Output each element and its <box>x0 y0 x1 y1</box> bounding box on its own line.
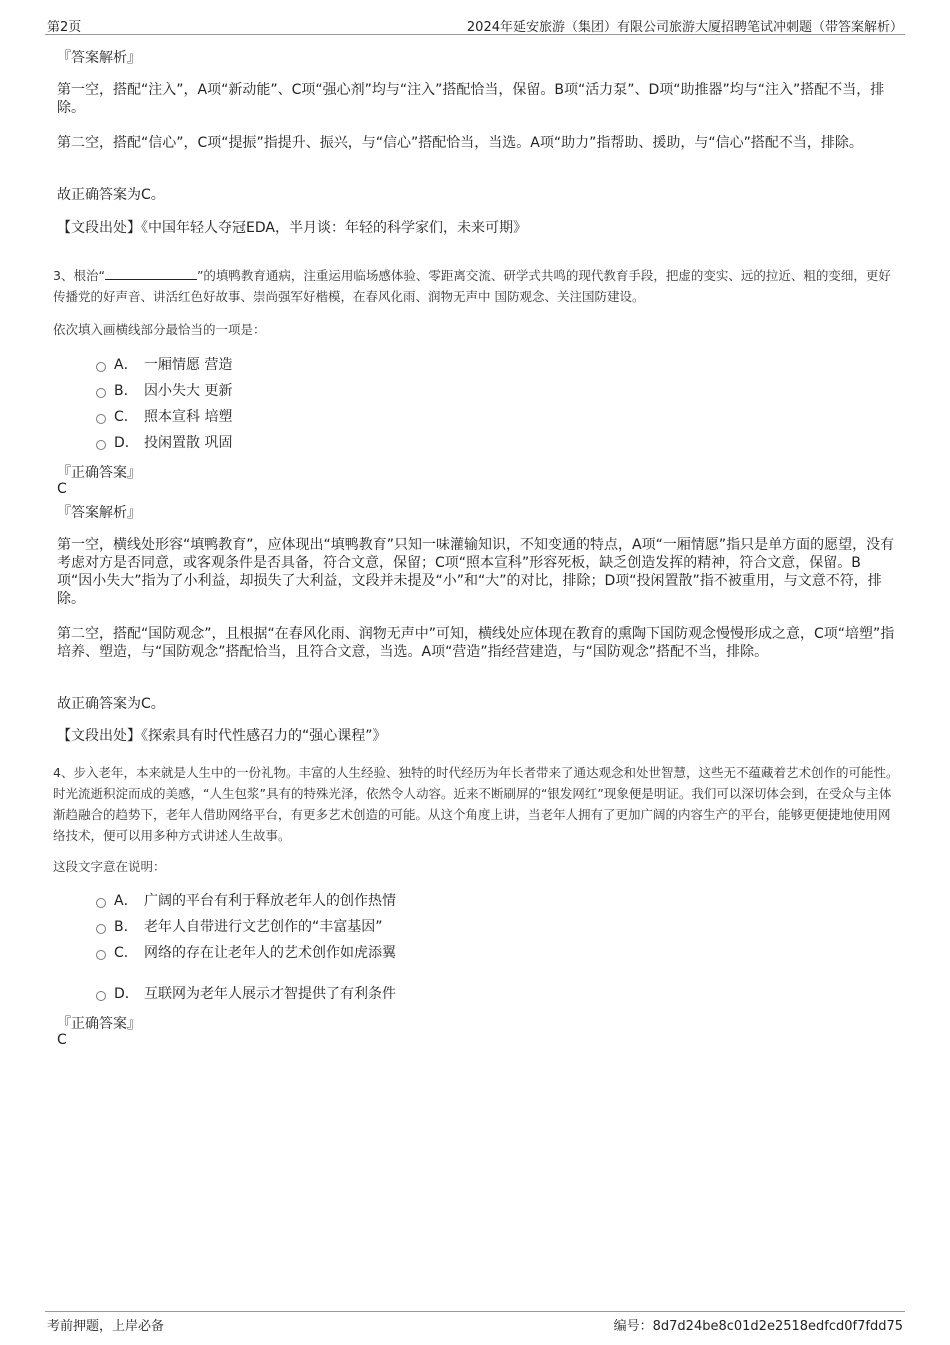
fill-blank <box>105 268 197 280</box>
q3-option-c[interactable]: C． 照本宣科 培塑 <box>96 408 232 426</box>
q3-answer-label: 『正确答案』 <box>57 465 141 481</box>
q3-option-a[interactable]: A． 一厢情愿 营造 <box>96 356 232 374</box>
page-header <box>45 14 905 35</box>
q4-answer: C <box>57 1032 67 1048</box>
radio-icon[interactable] <box>96 414 106 424</box>
page-number: 第2页 <box>47 20 82 35</box>
q2-analysis-p2: 第二空，搭配“信心”，C项“提振”指提升、振兴，与“信心”搭配恰当，当选。A项“助力”指帮助、援助，与“信心”搭配不当，排除。 <box>57 135 863 151</box>
document-title: 2024年延安旅游（集团）有限公司旅游大厦招聘笔试冲刺题（带答案解析） <box>466 20 903 35</box>
q3-analysis-p1: 第一空，横线处形容“填鸭教育”，应体现出“填鸭教育”只知一味灌输知识，不知变通的特点，A项“一厢情愿”指只是单方面的愿望，没有考虑对方是否同意，或客观条件是否具备，符合文意，保留；C项“照本宣科”形容死板，缺乏创造发挥的精神，符合文意，保留。B项“因小失大”指为了小利益，却损失了大利益，文段并未提及“小”和“大”的对比，排除；D项“投闲置散”指不被重用，与文意不符，排除。 <box>57 537 895 607</box>
q4-option-a[interactable]: A． 广阔的平台有利于释放老年人的创作热情 <box>96 892 396 910</box>
radio-icon[interactable] <box>96 950 106 960</box>
q3-conclusion: 故正确答案为C。 <box>57 696 165 712</box>
q4-option-b[interactable]: B． 老年人自带进行文艺创作的“丰富基因” <box>96 918 383 936</box>
radio-icon[interactable] <box>96 388 106 398</box>
q2-source: 【文段出处】《中国年轻人夺冠EDA，半月谈：年轻的科学家们，未来可期》 <box>57 220 527 236</box>
q4-question-text: 4、步入老年，本来就是人生中的一份礼物。丰富的人生经验、独特的时代经历为年长者带来了通达观念和处世智慧，这些无不蕴藏着艺术创作的可能性。时光流逝积淀而成的美感，“人生包浆”具有的特殊光泽，依然令人动容。近来不断刷屏的“银发网红”现象便是明证。我们可以深切体会到，在受众与主体渐趋融合的趋势下，老年人借助网络平台，有更多艺术创造的可能。从这个角度上讲，当老年人拥有了更加广阔的内容生产的平台，能够更便捷地使用网络技术，便可以用多种方式讲述人生故事。 <box>53 765 899 843</box>
q3-analysis-p2: 第二空，搭配“国防观念”，且根据“在春风化雨、润物无声中”可知，横线处应体现在教育的熏陶下国防观念慢慢形成之意，C项“培塑”指培养、塑造，与“国防观念”搭配恰当，且符合文意，当选。A项“营造”指经营建造，与“国防观念”搭配不当，排除。 <box>57 626 895 660</box>
q2-conclusion: 故正确答案为C。 <box>57 187 165 203</box>
q4-answer-label: 『正确答案』 <box>57 1016 141 1032</box>
q3-question-text: 3、根治“ ”的填鸭教育通病，注重运用临场感体验、零距离交流、研学式共鸣的现代教育手段，把虚的变实、远的拉近、粗的变细，更好传播党的好声音、讲活红色好故事、崇尚强军好楷模，在春风化雨、润物无声中 国防观念、关注国防建设。 <box>53 268 891 304</box>
q3-source: 【文段出处】《探索具有时代性感召力的“强心课程”》 <box>57 728 387 744</box>
footer-slogan: 考前押题，上岸必备 <box>47 1319 165 1334</box>
q4-option-c[interactable]: C． 网络的存在让老年人的艺术创作如虎添翼 <box>96 944 396 962</box>
radio-icon[interactable] <box>96 991 106 1001</box>
radio-icon[interactable] <box>96 362 106 372</box>
q2-analysis-p1: 第一空，搭配“注入”，A项“新动能”、C项“强心剂”均与“注入”搭配恰当，保留。B项“活力泵”、D项“助推器”均与“注入”搭配不当，排除。 <box>57 82 885 116</box>
page-footer <box>45 1311 905 1336</box>
q3-option-d[interactable]: D． 投闲置散 巩固 <box>96 434 232 452</box>
radio-icon[interactable] <box>96 440 106 450</box>
q3-option-b[interactable]: B． 因小失大 更新 <box>96 382 232 400</box>
q2-analysis-label: 『答案解析』 <box>57 50 141 66</box>
radio-icon[interactable] <box>96 924 106 934</box>
q3-analysis-label: 『答案解析』 <box>57 505 141 521</box>
q3-answer: C <box>57 481 67 497</box>
radio-icon[interactable] <box>96 898 106 908</box>
q4-option-d[interactable]: D． 互联网为老年人展示才智提供了有利条件 <box>96 985 396 1003</box>
document-id: 编号：8d7d24be8c01d2e2518edfcd0f7fdd75 <box>613 1319 903 1334</box>
q4-prompt: 这段文字意在说明： <box>53 859 166 874</box>
q3-prompt: 依次填入画横线部分最恰当的一项是： <box>53 322 266 337</box>
